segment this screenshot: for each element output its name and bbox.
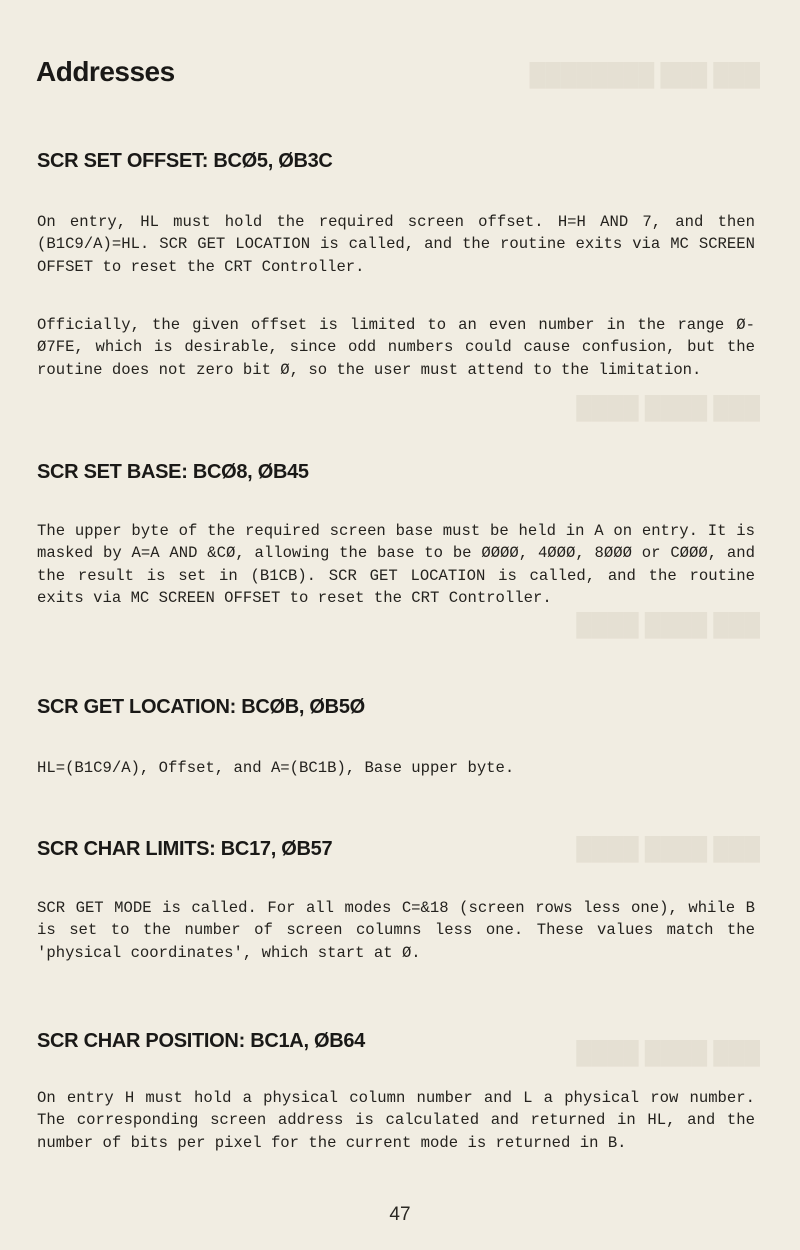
show-through-decoration: ███ ████ ████ [576,395,760,420]
section-paragraph: SCR GET MODE is called. For all modes C=&18 (screen rows less one), while B is set to the number of screen columns less one. These values match the 'physical coordinates', which start at Ø. [37,899,755,962]
section-paragraph: The upper byte of the required screen base must be held in A on entry. It is masked by A=A AND &CØ, allowing the base to be ØØØØ, 4ØØØ, 8ØØØ or CØØØ, and the result is set in (B1CB). SCR GET LOCATION is called, and the routine exits via MC SCREEN OFFSET to reset the CRT Controller. [37,522,755,607]
show-through-decoration: ███ ████ ████ [576,836,760,861]
show-through-decoration: ███ ███ ████████ [529,62,760,87]
show-through-decoration: ███ ████ ████ [576,1040,760,1065]
section-paragraph: On entry, HL must hold the required screen offset. H=H AND 7, and then (B1C9/A)=HL. SCR GET LOCATION is called, and the routine exits via MC SCREEN OFFSET to reset the CRT Controller. [37,213,755,276]
section-paragraph: On entry H must hold a physical column number and L a physical row number. The corresponding screen address is calculated and returned in HL, and the number of bits per pixel for the current mode is returned in B. [37,1089,755,1152]
section-heading: SCR SET OFFSET: BCØ5, ØB3C [37,150,333,172]
section-heading: SCR CHAR LIMITS: BC17, ØB57 [37,838,333,860]
section-heading: SCR GET LOCATION: BCØB, ØB5Ø [37,696,365,718]
section-paragraph: HL=(B1C9/A), Offset, and A=(BC1B), Base upper byte. [37,759,515,777]
show-through-decoration: ███ ████ ████ [576,612,760,637]
page-title: Addresses [36,56,175,87]
section-heading: SCR CHAR POSITION: BC1A, ØB64 [37,1030,366,1052]
section-paragraph: Officially, the given offset is limited to an even number in the range Ø-Ø7FE, which is desirable, since odd numbers could cause confusion, but the routine does not zero bit Ø, so the user must attend to the limitation. [37,316,755,379]
page-number: 47 [389,1204,411,1225]
section-heading: SCR SET BASE: BCØ8, ØB45 [37,461,309,483]
